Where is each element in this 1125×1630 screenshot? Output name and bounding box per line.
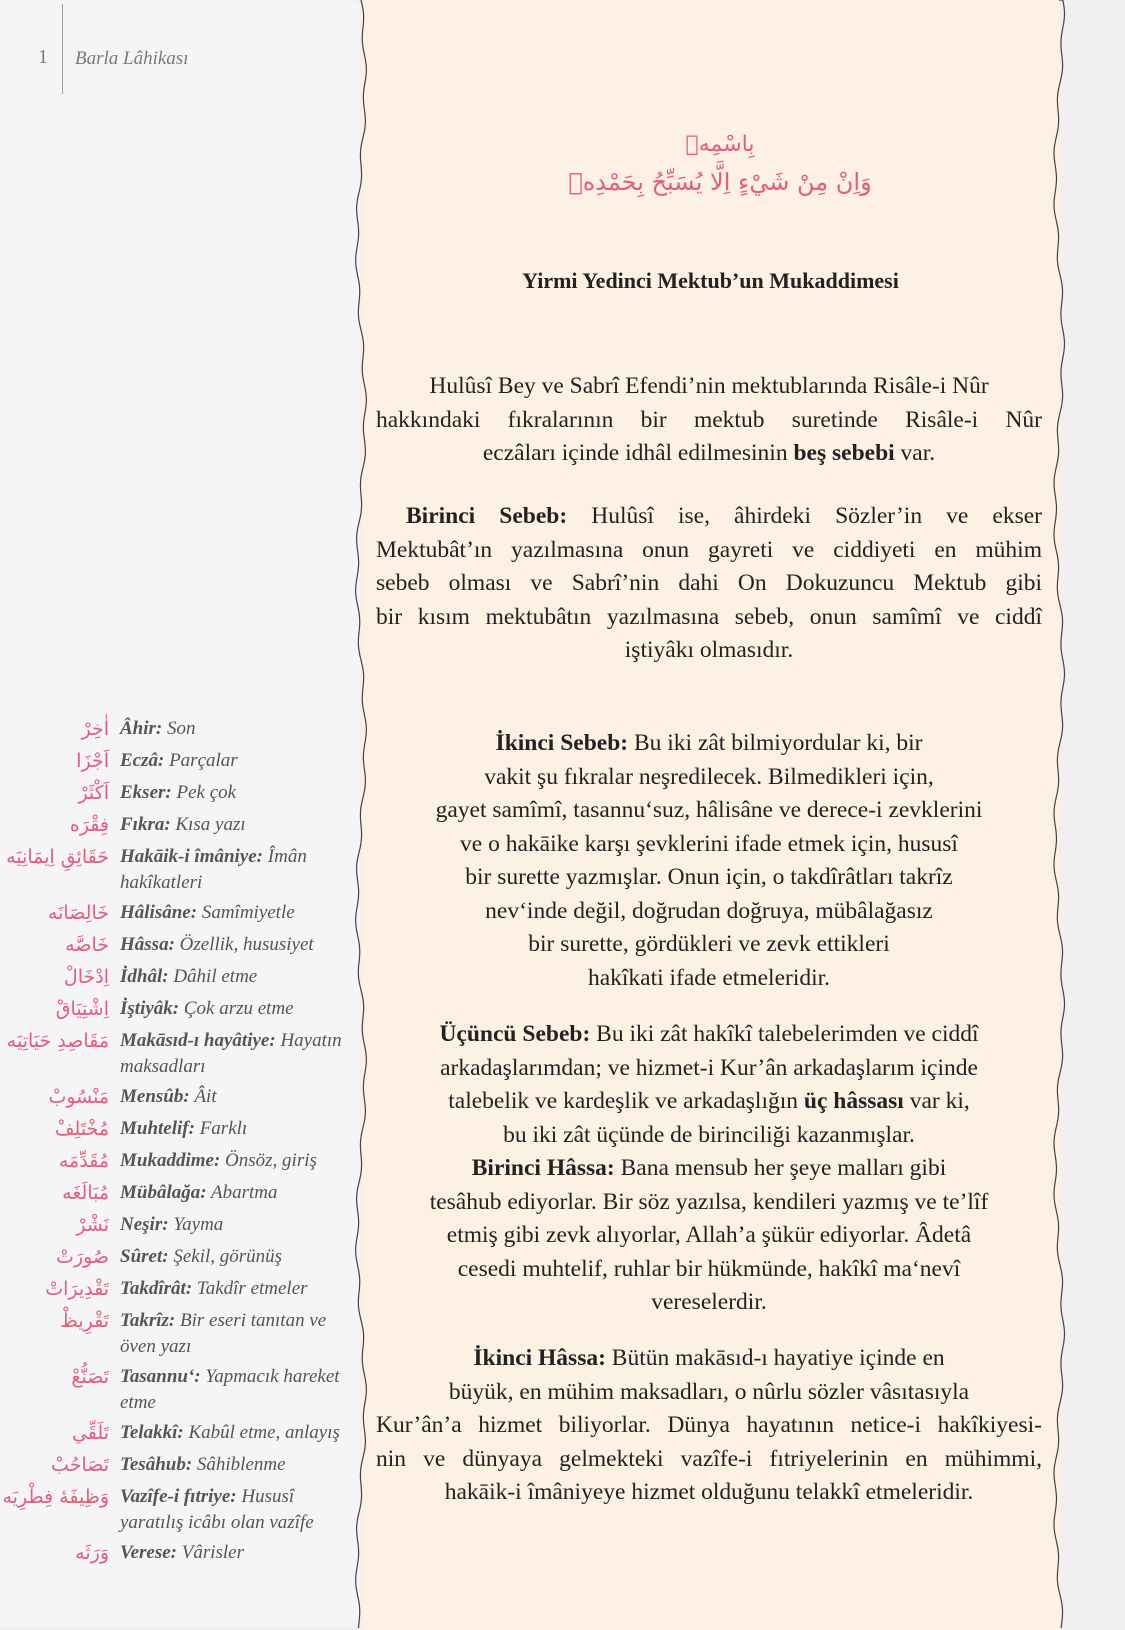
text-line — [376, 601, 1042, 635]
glossary-term: Ekser: — [120, 782, 172, 803]
bold-phrase: İkinci Sebeb: — [495, 730, 629, 756]
text-line — [376, 828, 1042, 862]
text-run: eczâları içinde idhâl edilmesinin — [482, 440, 794, 466]
text-run: Hulûsî Bey ve Sabrî Efendi’nin mektublarında Risâle-i Nûr — [429, 373, 989, 399]
text-run: tesâhub ediyorlar. Bir söz yazılsa, kendileri yazmış ve te’lîf — [429, 1188, 989, 1215]
glossary-text — [120, 748, 352, 774]
glossary-term: Tasannu‘: — [120, 1366, 201, 1387]
text-run: Bütün makāsıd-ı hayatiye içinde en — [605, 1345, 945, 1371]
glossary-arabic: اِشْتِيَاقْ — [55, 998, 109, 1020]
text-line — [376, 370, 1042, 404]
glossary-definition: Âit — [189, 1086, 217, 1107]
glossary-arabic: مُخْتَلِفْ — [54, 1118, 109, 1140]
text-run: gayet samîmî, tasannu‘suz, hâlisâne ve derece-i zevklerini — [435, 797, 983, 823]
glossary-arabic: نَشْرْ — [76, 1214, 109, 1236]
glossary-definition: Takdîr etmeler — [192, 1278, 308, 1299]
glossary-definition: Yayma — [168, 1214, 224, 1235]
paragraph — [376, 1018, 1042, 1320]
text-line — [376, 727, 1042, 761]
glossary-arabic: خَالِصَانَه — [47, 902, 109, 924]
glossary-term: Eczâ: — [120, 750, 165, 771]
text-run: bir kısım mektubâtın yazılmasına sebeb, onun samîmî ve ciddî — [376, 603, 1042, 630]
text-run: bu iki zât üçünde de birinciliği kazanmışlar. — [503, 1121, 915, 1148]
glossary-definition: Önsöz, giriş — [220, 1150, 317, 1171]
text-run: hakkındaki fıkralarının bir mektub suretinde Risâle-i Nûr — [376, 406, 1042, 433]
text-line — [376, 1476, 1042, 1510]
glossary-definition: Özellik, hususiyet — [174, 934, 314, 955]
glossary-definition: Îmân hakîkatleri — [120, 846, 307, 893]
text-run: talebelik ve kardeşlik ve arkadaşlığın — [448, 1088, 804, 1114]
glossary-term: Fıkra: — [120, 814, 171, 835]
chapter-heading: Yirmi Yedinci Mektub’un Mukaddimesi — [522, 268, 899, 293]
glossary-term: Hakāik-i îmâniye: — [120, 846, 264, 867]
text-line — [376, 534, 1042, 568]
glossary-term: Vazîfe-i fıtriye: — [120, 1486, 237, 1507]
glossary-definition: Samîmiyetle — [197, 902, 295, 923]
glossary-term: Mukaddime: — [120, 1150, 221, 1171]
paragraph — [376, 727, 1042, 995]
text-line — [376, 1018, 1042, 1052]
text-run: Kur’ân’a hizmet biliyorlar. Dünya hayatının netice-i hakîkiyesi- — [376, 1412, 1042, 1438]
glossary-text — [120, 1116, 352, 1142]
glossary-text — [120, 780, 352, 806]
text-line — [376, 1085, 1042, 1119]
text-run: bir surette, gördükleri ve zevk ettikleri — [528, 931, 890, 957]
glossary-arabic: تَصَنُّعْ — [71, 1366, 109, 1388]
glossary-text — [120, 1484, 352, 1536]
glossary-arabic: وَظِيفَهٔ فِطْرِيَه — [2, 1486, 109, 1508]
glossary-text — [120, 996, 352, 1022]
glossary-definition: Hususî yaratılış icâbı olan vazîfe — [120, 1486, 314, 1533]
right-wavy-border — [1052, 0, 1066, 1630]
glossary-arabic: مُقَدِّمَه — [58, 1150, 109, 1172]
text-line — [376, 895, 1042, 929]
text-line — [376, 1253, 1042, 1287]
glossary-definition: Pek çok — [171, 782, 237, 803]
text-run: büyük, en mühim maksadları, o nûrlu sözler vâsıtasıyla — [448, 1378, 970, 1405]
bold-phrase: beş sebebi — [793, 440, 895, 466]
glossary-term: Hâssa: — [120, 934, 175, 955]
text-run: Bu iki zât bilmiyordular ki, bir — [628, 730, 923, 756]
glossary-term: Muhtelif: — [120, 1118, 195, 1139]
text-run: etmiş gibi zevk alıyorlar, Allah’a şükür ediyorlar. Âdetâ — [446, 1222, 972, 1248]
glossary-term: Tesâhub: — [120, 1454, 193, 1475]
glossary-text — [120, 1452, 352, 1478]
text-run: vakit şu fıkralar neşredilecek. Bilmedikleri için, — [484, 763, 934, 790]
text-run: var. — [894, 440, 936, 466]
glossary-text — [120, 932, 352, 958]
text-line — [376, 1376, 1042, 1410]
paragraph — [376, 1342, 1042, 1510]
glossary-arabic: تَقْدِيرَاتْ — [45, 1278, 109, 1300]
arabic-verse: وَاِنْ مِنْ شَيْءٍ اِلَّا يُسَبِّحُ بِحَمْدِهٖ — [568, 168, 872, 196]
glossary-definition: Dâhil etme — [168, 966, 258, 987]
text-run: sebeb olması ve Sabrî’nin dahi On Dokuzuncu Mektub gibi — [376, 570, 1042, 596]
glossary-text — [120, 1180, 352, 1206]
text-run: iştiyâkı olmasıdır. — [624, 637, 794, 663]
text-line — [376, 500, 1042, 534]
glossary-definition: Şekil, görünüş — [168, 1246, 283, 1267]
paragraph — [376, 500, 1042, 668]
glossary-arabic: مَقَاصِدِ حَيَاتِيَه — [6, 1030, 109, 1052]
glossary-definition: Parçalar — [164, 750, 238, 771]
glossary-text — [120, 1276, 352, 1302]
glossary-text — [120, 1420, 352, 1446]
text-run: Mektubât’ın yazılmasına onun gayreti ve ciddiyeti en mühim — [376, 536, 1042, 563]
text-line — [376, 1052, 1042, 1086]
glossary-arabic: مُبَالَغَه — [62, 1182, 109, 1204]
text-run: Bu iki zât hakîkî talebelerimden ve ciddî — [590, 1021, 979, 1047]
glossary-text — [120, 1028, 352, 1080]
glossary-term: İştiyâk: — [120, 998, 180, 1019]
arabic-basmala: بِاسْمِهٖ — [685, 132, 755, 157]
glossary-arabic: تَقْرِيظْ — [60, 1310, 109, 1332]
text-run: arkadaşlarımdan; ve hizmet-i Kur’ân arkadaşlarım içinde — [440, 1054, 978, 1081]
book-title: Barla Lâhikası — [75, 48, 189, 69]
bold-phrase: Birinci Sebeb: — [406, 503, 568, 529]
text-run: bir surette yazmışlar. Onun için, o takdîrâtları takrîz — [465, 864, 953, 890]
glossary-term: Âhir: — [120, 718, 163, 739]
text-line — [376, 1119, 1042, 1153]
glossary-text — [120, 812, 352, 838]
text-run: Hulûsî ise, âhirdeki Sözler’in ve ekser — [567, 503, 1042, 529]
glossary-term: Hâlisâne: — [120, 902, 198, 923]
text-line — [376, 761, 1042, 795]
glossary-definition: Farklı — [194, 1118, 248, 1139]
text-line — [376, 567, 1042, 601]
glossary-arabic: اَكْثَرْ — [78, 782, 109, 804]
glossary-text — [120, 1364, 352, 1416]
glossary-term: Mübâlağa: — [120, 1182, 207, 1203]
text-line — [376, 1443, 1042, 1477]
text-line — [376, 1152, 1042, 1186]
glossary-text — [120, 900, 352, 926]
glossary-term: Sûret: — [120, 1246, 169, 1267]
glossary-definition: Bir eseri tanıtan ve öven yazı — [120, 1310, 327, 1357]
glossary-text — [120, 844, 352, 896]
text-run: Bana mensub her şeye malları gibi — [614, 1155, 947, 1181]
glossary-text — [120, 1540, 352, 1566]
glossary-definition: Kabûl etme, anlayış — [183, 1422, 340, 1443]
glossary-term: Telakkî: — [120, 1422, 184, 1443]
text-line — [376, 1342, 1042, 1376]
glossary-definition: Hayatın maksadları — [120, 1030, 342, 1077]
text-line — [376, 962, 1042, 996]
text-line — [376, 1409, 1042, 1443]
text-run: nin ve dünyaya gelmekteki vazîfe-i fıtriyelerinin en mühimmi, — [376, 1445, 1042, 1472]
glossary-arabic: حَقَائِقِ اِيمَانِيَه — [6, 846, 109, 868]
bold-phrase: Üçüncü Sebeb: — [439, 1021, 591, 1047]
text-line — [376, 1286, 1042, 1320]
page-number: 1 — [38, 46, 48, 68]
text-run: cesedi muhtelif, ruhlar bir hükmünde, hakîkî ma‘nevî — [457, 1255, 961, 1282]
glossary-arabic: تَصَاحُبْ — [51, 1454, 109, 1476]
left-wavy-border — [354, 0, 368, 1630]
glossary-definition: Son — [162, 718, 196, 739]
bold-phrase: İkinci Hâssa: — [473, 1345, 606, 1371]
text-line — [376, 928, 1042, 962]
text-line — [376, 1186, 1042, 1220]
text-run: hakāik-i îmâniyeye hizmet olduğunu telakkî etmeleridir. — [444, 1479, 974, 1505]
glossary-definition: Kısa yazı — [170, 814, 246, 835]
text-run: hakîkati ifade etmeleridir. — [587, 964, 831, 991]
text-run: var ki, — [903, 1088, 970, 1114]
right-margin — [1059, 0, 1125, 1630]
glossary-definition: Sâhiblenme — [192, 1454, 286, 1475]
glossary-definition: Vârisler — [176, 1542, 245, 1563]
glossary-arabic: فِقْرَه — [69, 814, 109, 836]
glossary-term: Takrîz: — [120, 1310, 176, 1331]
text-run: ve o hakāike karşı şevklerini ifade etmek için, hususî — [460, 830, 958, 857]
glossary-term: İdhâl: — [120, 966, 169, 987]
text-line — [376, 861, 1042, 895]
text-line — [376, 404, 1042, 438]
text-run: nev‘inde değil, doğrudan doğruya, mübâlağasız — [485, 897, 933, 924]
glossary-arabic: صُورَتْ — [55, 1246, 109, 1268]
glossary-term: Verese: — [120, 1542, 177, 1563]
glossary-text — [120, 1244, 352, 1270]
glossary-text — [120, 964, 352, 990]
glossary-term: Makāsıd-ı hayâtiye: — [120, 1030, 276, 1051]
text-line — [376, 634, 1042, 668]
glossary-text — [120, 1308, 352, 1360]
paragraph — [376, 370, 1042, 471]
glossary-definition: Çok arzu etme — [179, 998, 294, 1019]
glossary-text — [120, 716, 352, 742]
glossary-text — [120, 1212, 352, 1238]
glossary-definition: Abartma — [206, 1182, 278, 1203]
glossary-arabic: اِدْخَالْ — [63, 966, 109, 988]
glossary-term: Mensûb: — [120, 1086, 190, 1107]
text-line — [376, 437, 1042, 471]
glossary-arabic: وَرَثَه — [75, 1542, 109, 1564]
glossary-term: Neşir: — [120, 1214, 169, 1235]
glossary-arabic: تَلَقِّي — [71, 1422, 109, 1444]
header-divider — [62, 4, 63, 94]
glossary-arabic: اٰخِرْ — [81, 718, 109, 740]
bold-phrase: Birinci Hâssa: — [471, 1155, 615, 1181]
text-run: vereselerdir. — [651, 1289, 767, 1315]
glossary-arabic: اَجْزَا — [76, 750, 109, 772]
glossary-arabic: خَاصَّه — [65, 934, 109, 956]
glossary-arabic: مَنْسُوبْ — [48, 1086, 109, 1108]
glossary-definition: Yapmacık hareket etme — [120, 1366, 340, 1413]
glossary-text — [120, 1148, 352, 1174]
text-line — [376, 794, 1042, 828]
bold-phrase: üç hâssası — [803, 1088, 904, 1114]
glossary-term: Takdîrât: — [120, 1278, 193, 1299]
text-line — [376, 1219, 1042, 1253]
glossary-text — [120, 1084, 352, 1110]
